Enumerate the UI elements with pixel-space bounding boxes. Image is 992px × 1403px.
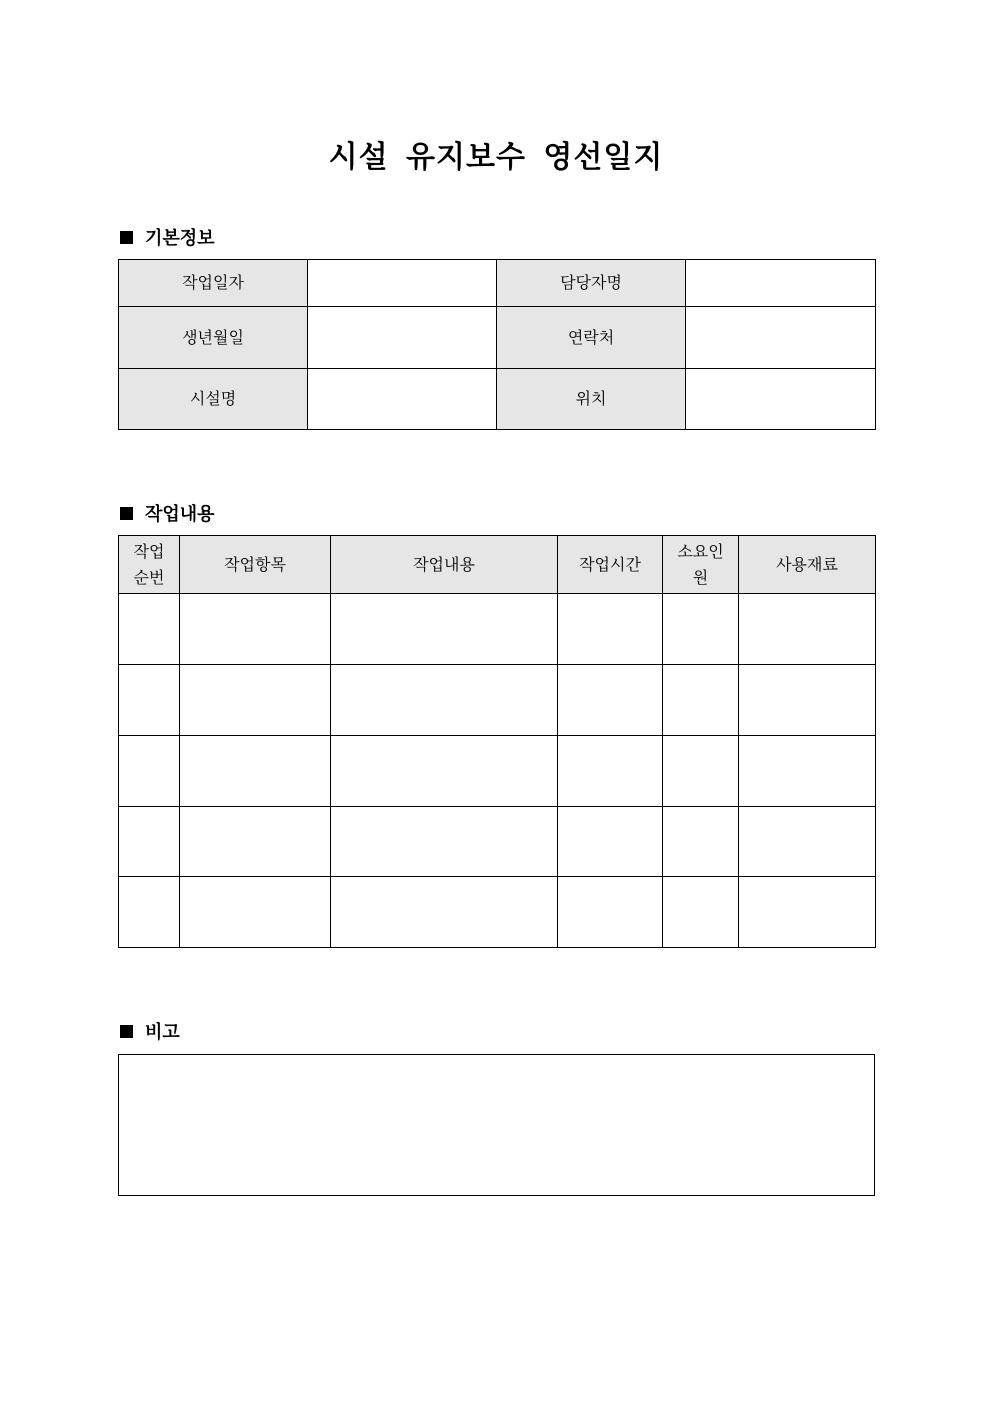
- table-cell[interactable]: [180, 736, 331, 807]
- square-bullet-icon: [120, 231, 133, 244]
- column-header-work-item: 작업항목: [180, 536, 331, 594]
- table-cell[interactable]: [739, 665, 876, 736]
- table-cell[interactable]: [663, 807, 739, 877]
- table-row: [119, 307, 876, 369]
- table-cell[interactable]: [663, 736, 739, 807]
- table-row: [119, 877, 876, 948]
- table-cell[interactable]: [558, 807, 663, 877]
- section-heading-basic-info: [119, 224, 215, 250]
- table-cell[interactable]: [739, 877, 876, 948]
- section-heading-label: 기본정보: [145, 228, 215, 249]
- table-cell[interactable]: [739, 736, 876, 807]
- table-cell[interactable]: [331, 736, 558, 807]
- section-heading-remarks: [119, 1018, 180, 1044]
- column-header-materials: 사용재료: [739, 536, 876, 594]
- section-heading-label: 작업내용: [145, 504, 215, 525]
- label-location: 위치: [497, 369, 686, 430]
- table-cell[interactable]: [331, 665, 558, 736]
- remarks-field[interactable]: [118, 1054, 875, 1196]
- work-content-table: [118, 535, 876, 948]
- table-row: [119, 594, 876, 665]
- table-cell[interactable]: [119, 877, 180, 948]
- table-row: [119, 369, 876, 430]
- table-cell[interactable]: [739, 807, 876, 877]
- label-facility-name: 시설명: [119, 369, 308, 430]
- table-row: [119, 736, 876, 807]
- square-bullet-icon: [120, 507, 133, 520]
- table-cell[interactable]: [119, 594, 180, 665]
- table-cell[interactable]: [180, 665, 331, 736]
- table-cell[interactable]: [119, 665, 180, 736]
- table-cell[interactable]: [663, 594, 739, 665]
- facility-name-field[interactable]: [308, 369, 497, 430]
- column-header-work-time: 작업시간: [558, 536, 663, 594]
- column-header-seq: 작업 순번: [119, 536, 180, 594]
- label-manager-name: 담당자명: [497, 260, 686, 307]
- table-cell[interactable]: [558, 736, 663, 807]
- birth-date-field[interactable]: [308, 307, 497, 369]
- work-date-field[interactable]: [308, 260, 497, 307]
- table-row: [119, 665, 876, 736]
- table-cell[interactable]: [558, 877, 663, 948]
- table-cell[interactable]: [180, 807, 331, 877]
- table-cell[interactable]: [663, 665, 739, 736]
- section-heading-label: 비고: [145, 1022, 180, 1043]
- table-cell[interactable]: [331, 807, 558, 877]
- table-cell[interactable]: [331, 594, 558, 665]
- table-cell[interactable]: [739, 594, 876, 665]
- square-bullet-icon: [120, 1025, 133, 1038]
- table-cell[interactable]: [558, 665, 663, 736]
- label-contact: 연락처: [497, 307, 686, 369]
- label-work-date: 작업일자: [119, 260, 308, 307]
- table-cell[interactable]: [180, 594, 331, 665]
- table-cell[interactable]: [331, 877, 558, 948]
- table-cell[interactable]: [663, 877, 739, 948]
- label-birth-date: 생년월일: [119, 307, 308, 369]
- manager-name-field[interactable]: [686, 260, 876, 307]
- table-cell[interactable]: [119, 736, 180, 807]
- table-cell[interactable]: [180, 877, 331, 948]
- basic-info-table: [118, 259, 876, 430]
- table-row: [119, 260, 876, 307]
- column-header-personnel: 소요인 원: [663, 536, 739, 594]
- section-heading-work-content: [119, 500, 215, 526]
- table-row: [119, 807, 876, 877]
- table-cell[interactable]: [119, 807, 180, 877]
- table-cell[interactable]: [558, 594, 663, 665]
- table-header-row: [119, 536, 876, 594]
- contact-field[interactable]: [686, 307, 876, 369]
- location-field[interactable]: [686, 369, 876, 430]
- column-header-work-content: 작업내용: [331, 536, 558, 594]
- page-title: 시설 유지보수 영선일지: [328, 140, 664, 175]
